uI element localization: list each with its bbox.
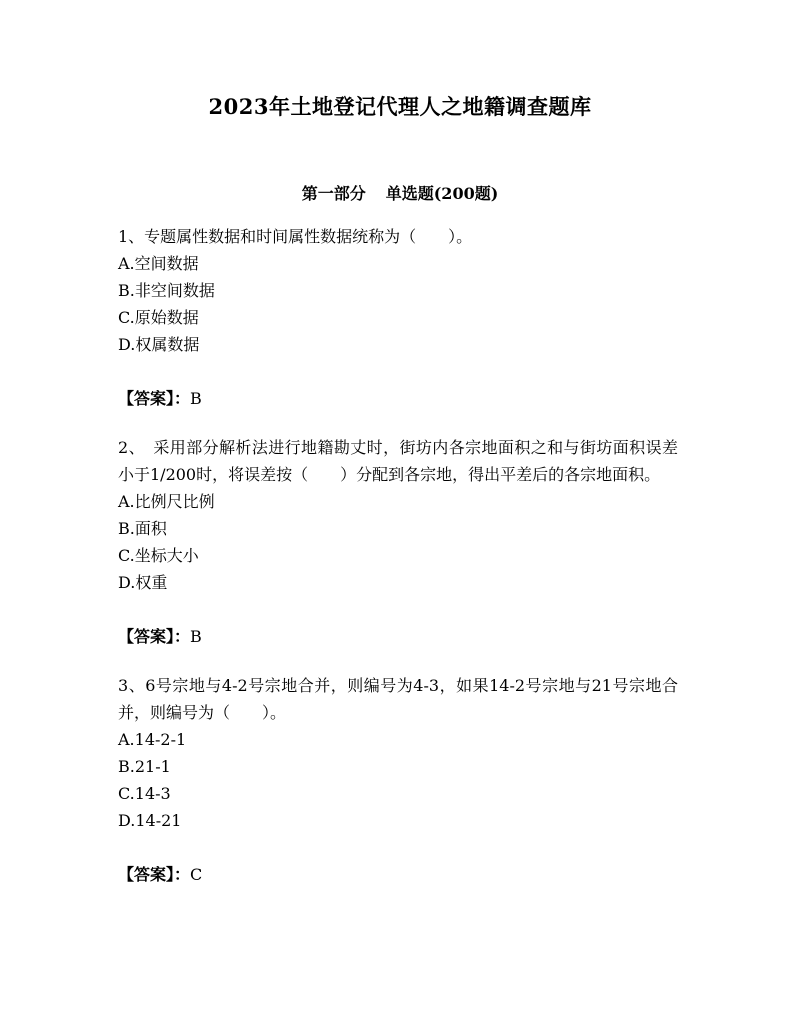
section-name: 单选题(200题) [385, 184, 499, 203]
option-d: D.14-21 [118, 811, 182, 830]
answer-line [118, 385, 678, 412]
answer-label: 【答案】： [118, 865, 191, 884]
answer-value: B [190, 389, 202, 408]
question-item [118, 672, 678, 888]
answer-label: 【答案】： [118, 389, 191, 408]
option-c: C.14-3 [118, 784, 171, 803]
answer-line [118, 861, 678, 888]
document-title: 2023年土地登记代理人之地籍调查题库 [208, 94, 592, 119]
option-c: C.坐标大小 [118, 546, 199, 565]
option-a: A.比例尺比例 [118, 492, 215, 511]
question-stem: 3、6号宗地与4-2号宗地合并，则编号为4-3，如果14-2号宗地与21号宗地合并，则编号为（ ）。 [118, 676, 678, 722]
option-b: B.非空间数据 [118, 281, 215, 300]
option-a: A.14-2-1 [118, 730, 187, 749]
question-list [118, 223, 678, 888]
answer-value: B [190, 627, 202, 646]
question-stem: 1、专题属性数据和时间属性数据统称为（ ）。 [118, 227, 473, 246]
answer-label: 【答案】： [118, 627, 191, 646]
section-heading [0, 182, 800, 206]
option-b: B.面积 [118, 519, 167, 538]
option-a: A.空间数据 [118, 254, 199, 273]
option-d: D.权属数据 [118, 335, 200, 354]
question-stem: 2、 采用部分解析法进行地籍勘丈时，街坊内各宗地面积之和与街坊面积误差小于1/200时，将误差按（ ）分配到各宗地，得出平差后的各宗地面积。 [118, 438, 678, 484]
option-b: B.21-1 [118, 757, 171, 776]
question-item [118, 223, 678, 434]
question-item [118, 434, 678, 672]
section-part: 第一部分 [301, 184, 366, 203]
answer-value: C [190, 865, 203, 884]
answer-line [118, 623, 678, 650]
option-d: D.权重 [118, 573, 168, 592]
option-c: C.原始数据 [118, 308, 199, 327]
